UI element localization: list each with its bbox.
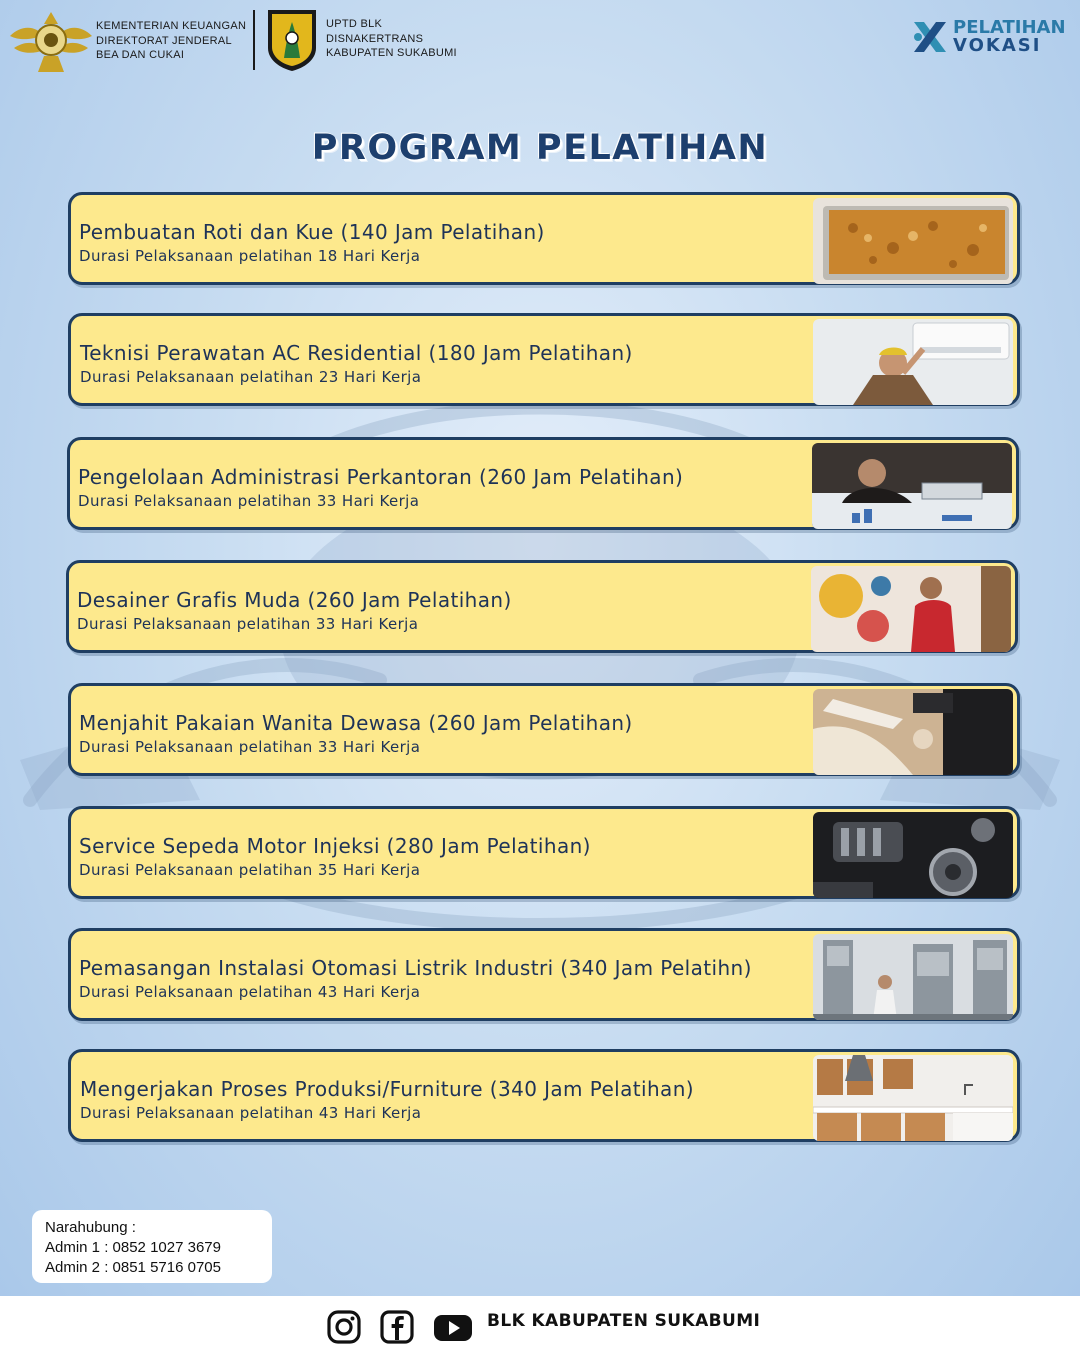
- engine-photo: [813, 812, 1013, 898]
- program-card: [68, 1049, 1020, 1142]
- program-title: Pembuatan Roti dan Kue (140 Jam Pelatihan): [79, 220, 545, 244]
- program-duration: Durasi Pelaksanaan pelatihan 33 Hari Kerja: [77, 615, 419, 633]
- kemenkeu-text: KEMENTERIAN KEUANGAN DIREKTORAT JENDERAL BEA DAN CUKAI: [96, 20, 247, 61]
- bread-photo: [813, 198, 1013, 284]
- instagram-icon[interactable]: [326, 1309, 362, 1345]
- program-title: Pemasangan Instalasi Otomasi Listrik Industri (340 Jam Pelatihn): [79, 956, 752, 980]
- contact-admin-2: Admin 2 : 0851 5716 0705: [45, 1259, 221, 1276]
- program-card: [68, 683, 1020, 776]
- header-divider: [253, 10, 255, 70]
- program-card: [68, 313, 1020, 406]
- program-title: Pengelolaan Administrasi Perkantoran (260 Jam Pelatihan): [78, 465, 684, 489]
- program-title: Desainer Grafis Muda (260 Jam Pelatihan): [77, 588, 512, 612]
- program-duration: Durasi Pelaksanaan pelatihan 35 Hari Kerja: [79, 861, 421, 879]
- program-title: Service Sepeda Motor Injeksi (280 Jam Pelatihan): [79, 834, 591, 858]
- page-title: PROGRAM PELATIHAN: [311, 128, 769, 168]
- footer: [0, 1296, 1080, 1350]
- program-card: [68, 928, 1020, 1021]
- program-duration: Durasi Pelaksanaan pelatihan 33 Hari Kerja: [78, 492, 420, 510]
- program-card: [67, 437, 1019, 530]
- facebook-icon[interactable]: [379, 1309, 415, 1345]
- contact-heading: Narahubung :: [45, 1219, 136, 1236]
- youtube-icon[interactable]: [432, 1309, 474, 1345]
- office-admin-photo: [812, 443, 1012, 529]
- vokasi-logo-icon: [910, 18, 950, 56]
- program-title: Mengerjakan Proses Produksi/Furniture (340 Jam Pelatihan): [80, 1077, 694, 1101]
- sukabumi-emblem: [266, 8, 318, 72]
- sewing-photo: [813, 689, 1013, 775]
- vokasi-text: PELATIHAN VOKASI: [953, 17, 1066, 56]
- program-card: [66, 560, 1018, 653]
- program-duration: Durasi Pelaksanaan pelatihan 18 Hari Kerja: [79, 247, 421, 265]
- contact-admin-1: Admin 1 : 0852 1027 3679: [45, 1239, 221, 1256]
- uptd-text: UPTD BLK DISNAKERTRANS KABUPATEN SUKABUMI: [326, 18, 457, 59]
- furniture-kitchen-photo: [813, 1055, 1013, 1141]
- contact-box: [32, 1210, 272, 1283]
- ac-technician-photo: [813, 319, 1013, 405]
- program-duration: Durasi Pelaksanaan pelatihan 43 Hari Kerja: [80, 1104, 422, 1122]
- program-duration: Durasi Pelaksanaan pelatihan 33 Hari Kerja: [79, 738, 421, 756]
- program-title: Menjahit Pakaian Wanita Dewasa (260 Jam Pelatihan): [79, 711, 633, 735]
- footer-label: BLK KABUPATEN SUKABUMI: [487, 1311, 761, 1331]
- program-duration: Durasi Pelaksanaan pelatihan 43 Hari Kerja: [79, 983, 421, 1001]
- program-duration: Durasi Pelaksanaan pelatihan 23 Hari Kerja: [80, 368, 422, 386]
- graphic-designer-photo: [811, 566, 1011, 652]
- program-title: Teknisi Perawatan AC Residential (180 Jam Pelatihan): [80, 341, 633, 365]
- industrial-automation-photo: [813, 934, 1013, 1020]
- bea-cukai-emblem: [8, 8, 94, 76]
- program-card: [68, 806, 1020, 899]
- program-card: [68, 192, 1020, 285]
